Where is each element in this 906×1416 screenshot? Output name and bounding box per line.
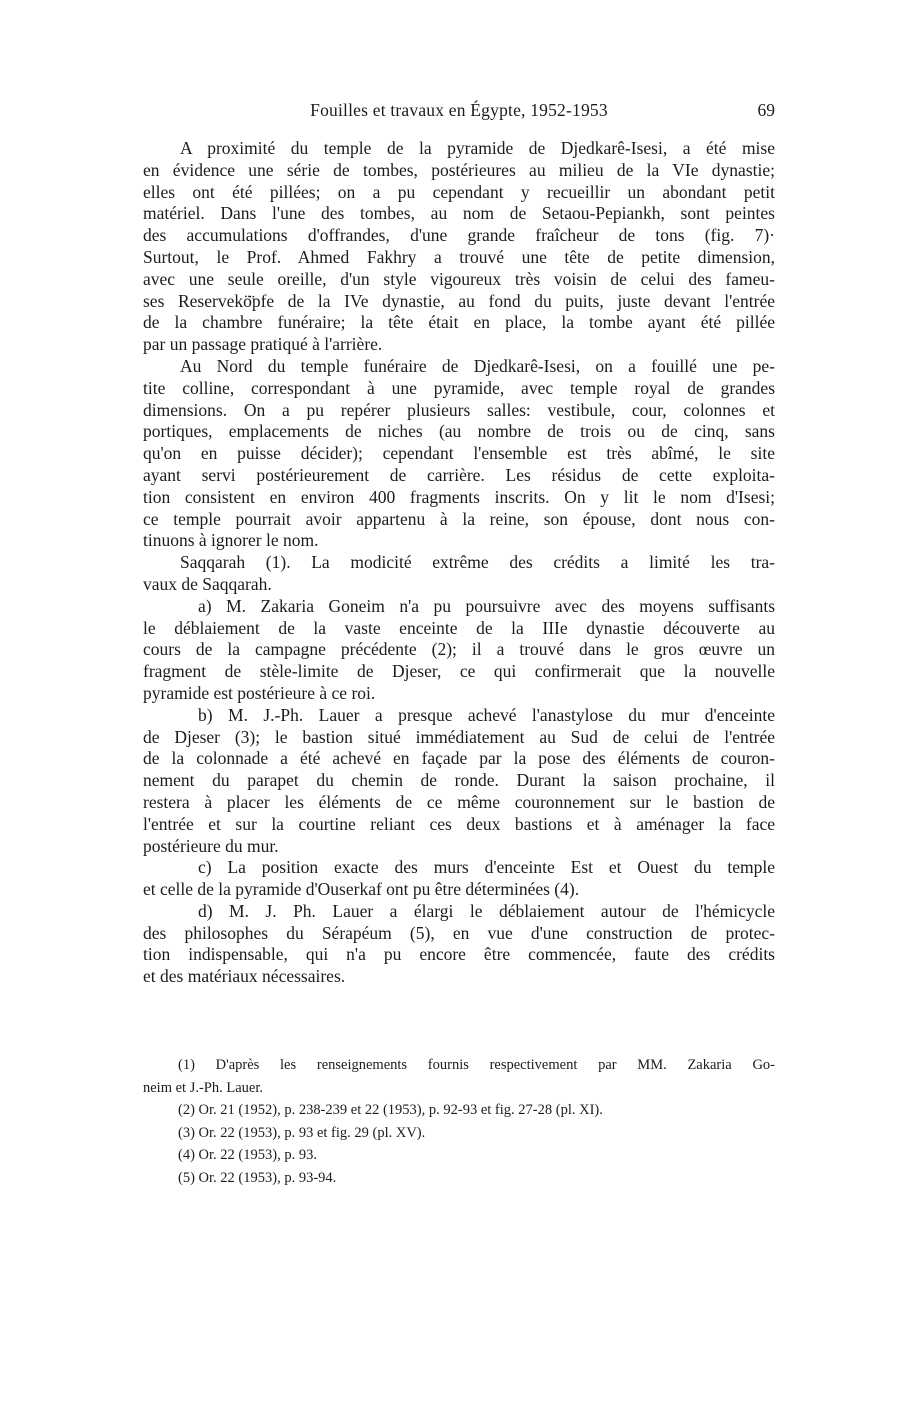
text-line: ayant servi postérieurement de carrière. Les résidus de cette exploita- xyxy=(143,464,775,485)
text-line: tite colline, correspondant à une pyramide, avec temple royal de grandes xyxy=(143,377,775,398)
text-line: en évidence une série de tombes, postérieures au milieu de la VIe dynastie; xyxy=(143,159,775,180)
text-line: des philosophes du Sérapéum (5), en vue d'une construction de protec- xyxy=(143,922,775,943)
text-line: ses Reservekö̈pfe de la IVe dynastie, au fond du puits, juste devant l'entrée xyxy=(143,290,775,311)
text-line: par un passage pratiqué à l'arrière. xyxy=(143,334,383,355)
text-line: de Djeser (3); le bastion situé immédiatement au Sud de celui de l'entrée xyxy=(143,726,775,747)
running-title: Fouilles et travaux en Égypte, 1952-1953 xyxy=(310,100,608,120)
text-line: vaux de Saqqarah. xyxy=(143,573,272,594)
footnote-line: (5) Or. 22 (1953), p. 93-94. xyxy=(178,1169,337,1186)
text-line-saqqarah: Saqqarah (1). La modicité extrême des crédits a limité les tra- xyxy=(180,552,775,573)
text-line: postérieure du mur. xyxy=(143,835,279,856)
text-line: l'entrée et sur la courtine reliant ces deux bastions et à aménager la face xyxy=(143,813,775,834)
text-line: fragment de stèle-limite de Djeser, ce qui confirmerait que la nouvelle xyxy=(143,661,775,682)
text-line: restera à placer les éléments de ce même couronnement sur le bastion de xyxy=(143,791,775,812)
text-line: cours de la campagne précédente (2); il a trouvé dans le gros œuvre un xyxy=(143,639,775,660)
text-line: dimensions. On a pu repérer plusieurs salles: vestibule, cour, colonnes et xyxy=(143,399,775,420)
footnote-line: (3) Or. 22 (1953), p. 93 et fig. 29 (pl. XV). xyxy=(178,1124,426,1141)
text-line: le déblaiement de la vaste enceinte de la IIIe dynastie découverte au xyxy=(143,617,775,638)
body-text xyxy=(143,138,775,988)
footnote-line: (2) Or. 21 (1952), p. 238-239 et 22 (1953), p. 92-93 et fig. 27-28 (pl. XI). xyxy=(178,1102,603,1119)
text-line: tion indispensable, qui n'a pu encore être commencée, faute des crédits xyxy=(143,944,775,965)
text-line: tion consistent en environ 400 fragments inscrits. On y lit le nom d'Isesi; xyxy=(143,486,775,507)
text-line: matériel. Dans l'une des tombes, au nom de Setaou-Pepiankh, sont peintes xyxy=(143,203,775,224)
footnotes xyxy=(143,1054,775,1190)
text-line: nement du parapet du chemin de ronde. Durant la saison prochaine, il xyxy=(143,770,775,791)
text-line: ce temple pourrait avoir appartenu à la reine, son épouse, dont nous con- xyxy=(143,508,775,529)
page-number: 69 xyxy=(757,100,775,120)
text-line: portiques, emplacements de niches (au nombre de trois ou de cinq, sans xyxy=(143,421,775,442)
text-line: de la chambre funéraire; la tête était en place, la tombe ayant été pillée xyxy=(143,312,775,333)
text-line: des accumulations d'offrandes, d'une grande fraîcheur de tons (fig. 7)· xyxy=(143,225,775,246)
text-line: qu'on en puisse décider); cependant l'ensemble est très abîmé, le site xyxy=(143,443,775,464)
text-line: avec une seule oreille, d'un style vigoureux très voisin de celui des fameu- xyxy=(143,268,775,289)
footnote-line: (1) D'après les renseignements fournis respectivement par MM. Zakaria Go- xyxy=(178,1057,775,1073)
text-line: a) M. Zakaria Goneim n'a pu poursuivre avec des moyens suffisants xyxy=(198,595,775,616)
footnote-line: neim et J.-Ph. Lauer. xyxy=(143,1079,264,1096)
text-line: et celle de la pyramide d'Ouserkaf ont pu être déterminées (4). xyxy=(143,879,580,900)
text-line: Surtout, le Prof. Ahmed Fakhry a trouvé une tête de petite dimension, xyxy=(143,246,775,267)
page-header xyxy=(143,100,775,124)
text-line: Au Nord du temple funéraire de Djedkarê-Isesi, on a fouillé une pe- xyxy=(180,355,775,376)
footnote-line: (4) Or. 22 (1953), p. 93. xyxy=(178,1147,317,1164)
text-line: tinuons à ignorer le nom. xyxy=(143,530,319,551)
text-line: b) M. J.-Ph. Lauer a presque achevé l'anastylose du mur d'enceinte xyxy=(198,704,775,725)
text-line: elles ont été pillées; on a pu cependant y recueillir un abondant petit xyxy=(143,181,775,202)
text-line: pyramide est postérieure à ce roi. xyxy=(143,682,376,703)
text-line: c) La position exacte des murs d'enceinte Est et Ouest du temple xyxy=(198,857,775,878)
text-line: A proximité du temple de la pyramide de Djedkarê-Isesi, a été mise xyxy=(180,138,775,158)
text-line: et des matériaux nécessaires. xyxy=(143,966,346,987)
text-line: de la colonnade a été achevé en façade par la pose des éléments de couron- xyxy=(143,748,775,769)
text-line: d) M. J. Ph. Lauer a élargi le déblaiement autour de l'hémicycle xyxy=(198,900,775,921)
